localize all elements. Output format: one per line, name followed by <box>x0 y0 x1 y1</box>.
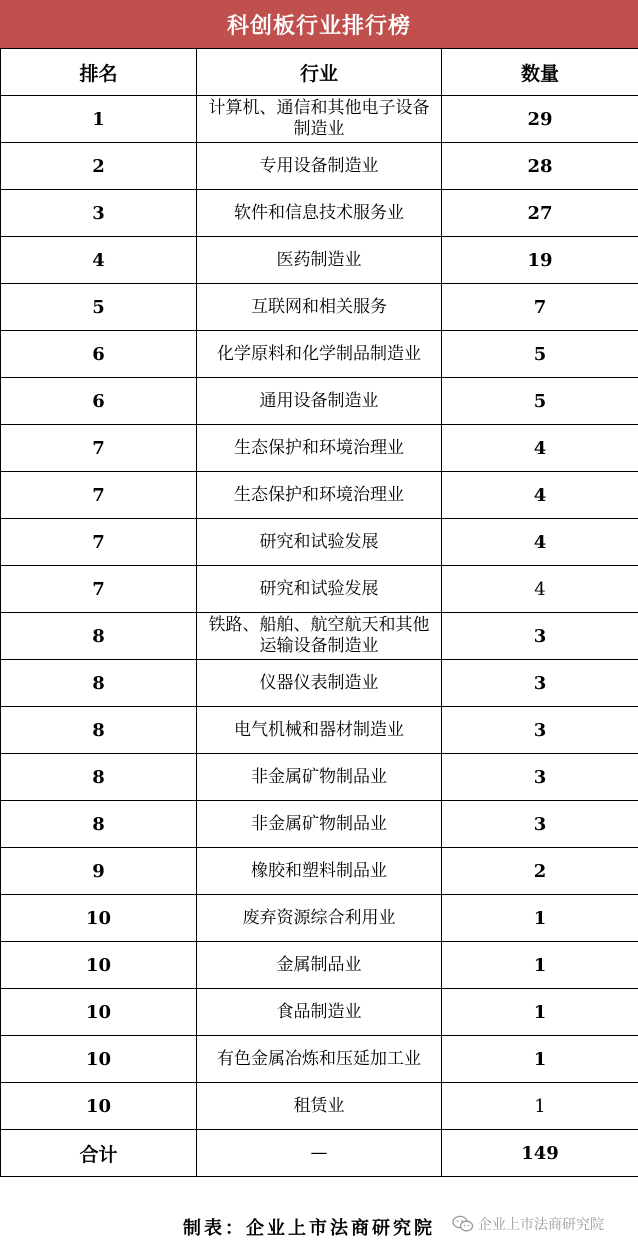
table-row <box>1 378 638 425</box>
industry-cell: 互联网和相关服务 <box>197 284 442 331</box>
watermark <box>452 1214 604 1234</box>
industry-cell: 非金属矿物制品业 <box>197 754 442 801</box>
industry-cell: 食品制造业 <box>197 989 442 1036</box>
table-row <box>1 895 638 942</box>
industry-cell: 生态保护和环境治理业 <box>197 425 442 472</box>
table-row <box>1 425 638 472</box>
industry-cell: 医药制造业 <box>197 237 442 284</box>
rank-cell: 8 <box>1 707 197 754</box>
header-industry: 行业 <box>197 49 442 96</box>
count-cell: 3 <box>442 707 638 754</box>
footer <box>0 1200 638 1249</box>
table-row <box>1 237 638 284</box>
industry-cell: 橡胶和塑料制品业 <box>197 848 442 895</box>
rank-cell: 7 <box>1 519 197 566</box>
industry-cell: 研究和试验发展 <box>197 519 442 566</box>
industry-cell: 通用设备制造业 <box>197 378 442 425</box>
count-cell: 1 <box>442 942 638 989</box>
industry-cell: 有色金属冶炼和压延加工业 <box>197 1036 442 1083</box>
count-cell: 1 <box>442 989 638 1036</box>
table-row <box>1 96 638 143</box>
count-cell: 5 <box>442 331 638 378</box>
rank-cell: 7 <box>1 425 197 472</box>
industry-cell: 仪器仪表制造业 <box>197 660 442 707</box>
count-cell: 19 <box>442 237 638 284</box>
count-cell: 3 <box>442 754 638 801</box>
table-body <box>1 96 638 1130</box>
rank-cell: 9 <box>1 848 197 895</box>
industry-cell: 专用设备制造业 <box>197 143 442 190</box>
rank-cell: 1 <box>1 96 197 143</box>
table-row <box>1 143 638 190</box>
total-label: 合计 <box>1 1130 197 1177</box>
header-count: 数量 <box>442 49 638 96</box>
table-row <box>1 566 638 613</box>
rank-cell: 8 <box>1 801 197 848</box>
table-row <box>1 1083 638 1130</box>
rank-cell: 5 <box>1 284 197 331</box>
footer-credit: 制表：企业上市法商研究院 <box>183 1218 435 1239</box>
ranking-table <box>0 48 638 1177</box>
rank-cell: 10 <box>1 989 197 1036</box>
count-cell: 2 <box>442 848 638 895</box>
count-cell: 4 <box>442 472 638 519</box>
table-row <box>1 989 638 1036</box>
table-row <box>1 331 638 378</box>
table-header-row <box>1 49 638 96</box>
count-cell: 4 <box>442 519 638 566</box>
industry-cell: 废弃资源综合利用业 <box>197 895 442 942</box>
rank-cell: 4 <box>1 237 197 284</box>
rank-cell: 7 <box>1 566 197 613</box>
count-cell: 28 <box>442 143 638 190</box>
rank-cell: 2 <box>1 143 197 190</box>
rank-cell: 10 <box>1 1083 197 1130</box>
total-count: 149 <box>442 1130 638 1177</box>
table-row <box>1 472 638 519</box>
rank-cell: 8 <box>1 660 197 707</box>
rank-cell: 3 <box>1 190 197 237</box>
industry-cell: 软件和信息技术服务业 <box>197 190 442 237</box>
rank-cell: 10 <box>1 942 197 989</box>
count-cell: 5 <box>442 378 638 425</box>
count-cell: 1 <box>442 895 638 942</box>
rank-cell: 8 <box>1 613 197 660</box>
count-cell: 4 <box>442 425 638 472</box>
count-cell: 1 <box>442 1083 638 1130</box>
industry-cell: 化学原料和化学制品制造业 <box>197 331 442 378</box>
table-row <box>1 707 638 754</box>
industry-cell: 租赁业 <box>197 1083 442 1130</box>
industry-cell: 电气机械和器材制造业 <box>197 707 442 754</box>
table-row <box>1 801 638 848</box>
total-row <box>1 1130 638 1177</box>
rank-cell: 10 <box>1 1036 197 1083</box>
count-cell: 3 <box>442 660 638 707</box>
industry-cell: 非金属矿物制品业 <box>197 801 442 848</box>
count-cell: 3 <box>442 613 638 660</box>
rank-cell: 6 <box>1 378 197 425</box>
table-row <box>1 613 638 660</box>
count-cell: 4 <box>442 566 638 613</box>
total-industry: — <box>197 1130 442 1177</box>
rank-cell: 10 <box>1 895 197 942</box>
rank-cell: 7 <box>1 472 197 519</box>
table-row <box>1 519 638 566</box>
table-row <box>1 942 638 989</box>
industry-cell: 金属制品业 <box>197 942 442 989</box>
count-cell: 27 <box>442 190 638 237</box>
industry-cell: 计算机、通信和其他电子设备制造业 <box>197 96 442 143</box>
table-row <box>1 1036 638 1083</box>
table-row <box>1 754 638 801</box>
watermark-text: 企业上市法商研究院 <box>478 1217 604 1233</box>
page-title: 科创板行业排行榜 <box>0 0 638 48</box>
table-row <box>1 190 638 237</box>
header-rank: 排名 <box>1 49 197 96</box>
industry-cell: 生态保护和环境治理业 <box>197 472 442 519</box>
industry-cell: 研究和试验发展 <box>197 566 442 613</box>
table-row <box>1 848 638 895</box>
industry-cell: 铁路、船舶、航空航天和其他运输设备制造业 <box>197 613 442 660</box>
count-cell: 1 <box>442 1036 638 1083</box>
count-cell: 3 <box>442 801 638 848</box>
table-row <box>1 660 638 707</box>
count-cell: 29 <box>442 96 638 143</box>
table-row <box>1 284 638 331</box>
count-cell: 7 <box>442 284 638 331</box>
rank-cell: 6 <box>1 331 197 378</box>
wechat-icon <box>452 1215 474 1233</box>
rank-cell: 8 <box>1 754 197 801</box>
